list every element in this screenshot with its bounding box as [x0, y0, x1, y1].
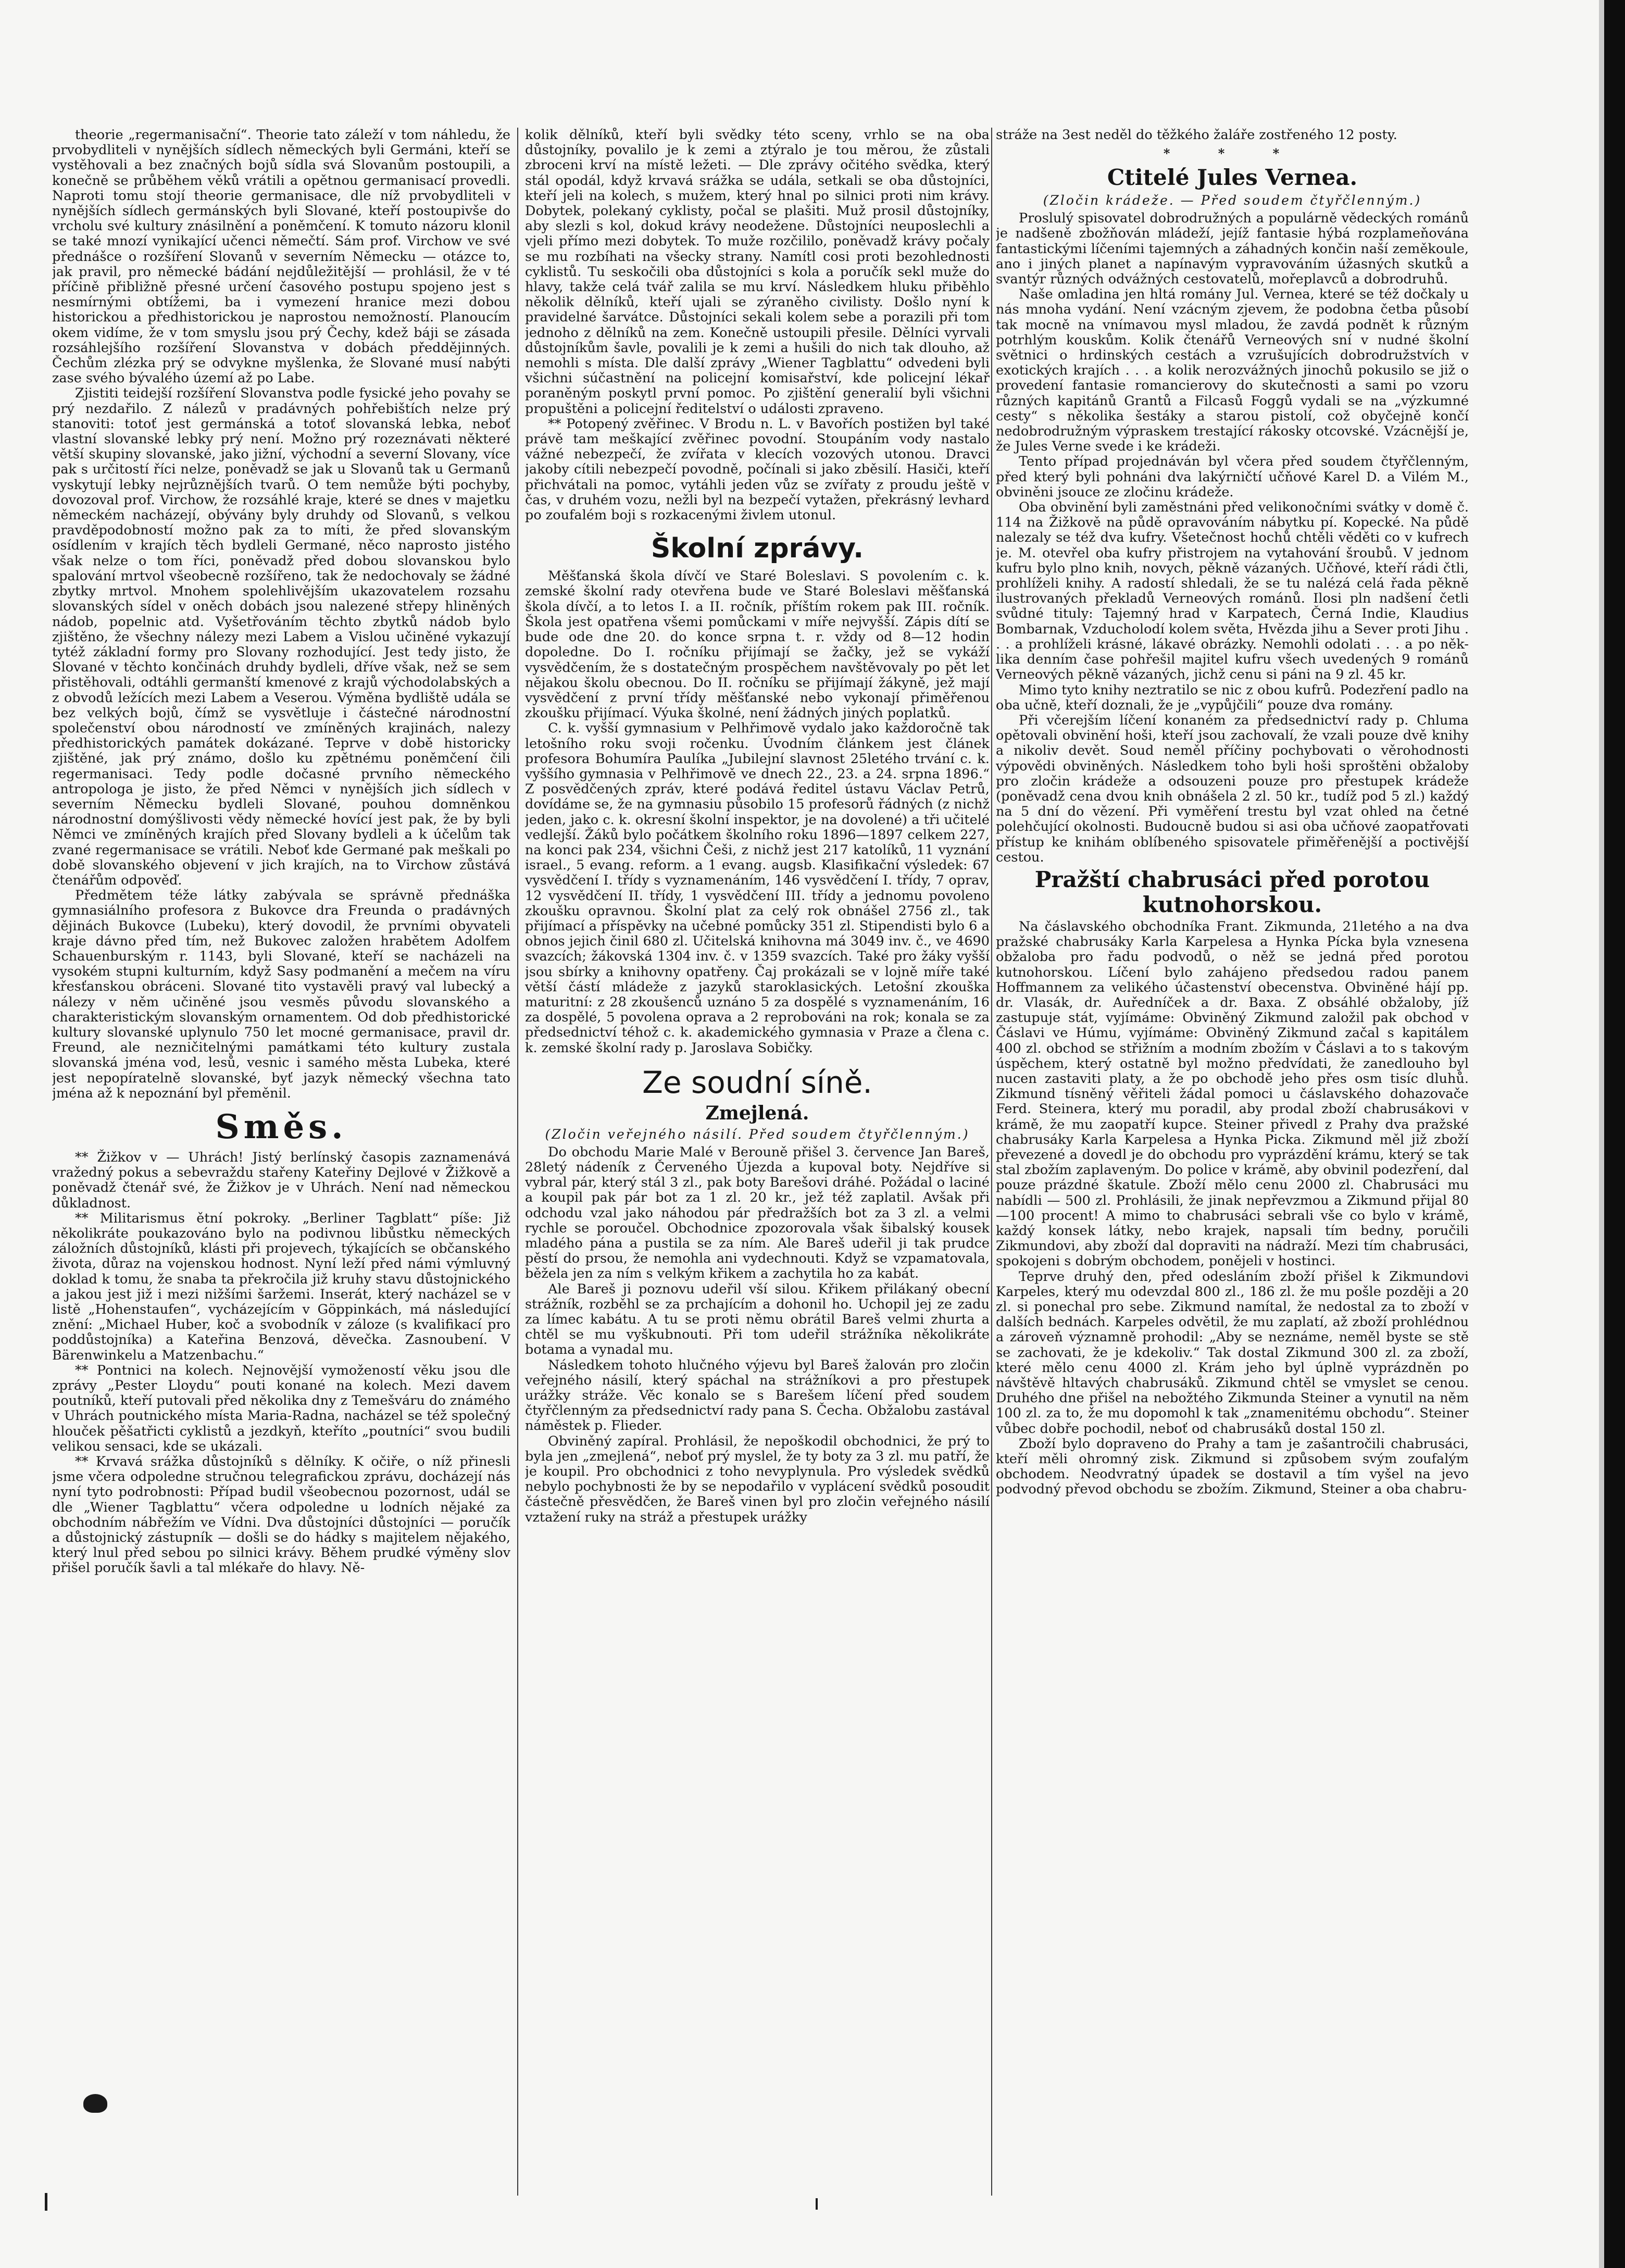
- paragraph: Následkem tohoto hlučného výjevu byl Bareš žalován pro zločin veřejného násilí, který spáchal na strážníkovi a pro přestupek urážky stráže. Věc konalo se s Barešem líčení před soudem čtyřčlenným za předsednictví rady pana S. Čecha. Obžalobu zastával náměstek p. Flieder.: [525, 1357, 990, 1434]
- paragraph: Měšťanská škola dívčí ve Staré Boleslavi. S povolením c. k. zemské školní rady otevřena bude ve Staré Boleslavi měšťanská škola dívčí, a to letos I. a II. ročník, příštím rokem pak III. ročník. Škola jest opatřena všemi pomůckami v míře nejvyšší. Zápis dítí se bude ode dne 20. do konce srpna t. r. vždy od 8—12 hodin dopoledne. Do I. ročníku přijímají se žačky, jež se vykáží vysvědčením, že s dostatečným prospěchem navštěvovaly po pět let nějakou školu obecnou. Do II. ročníku se přijímají žákyně, jež mají vysvědčení z první třídy měšťanské nebo vykonají přiměřenou zkoušku přijímací. Výuka školné, není žádných jiných poplatků.: [525, 568, 990, 721]
- paragraph: Tento případ projednáván byl včera před soudem čtyřčlenným, před který byli pohnáni dva lakýrničtí učňové Karel D. a Vilém M., obviněni jsouce ze zločinu krádeže.: [996, 454, 1469, 500]
- paragraph: Teprve druhý den, před odesláním zboží přišel k Zikmundovi Karpeles, který mu odevzdal 800 zl., 186 zl. že mu pošle později a 20 zl. si ponechal pro sebe. Zikmund namítal, že nedostal za to zboží v dalších bednách. Karpeles odvětil, že mu zaplatí, až zboží prohlédnou a zároveň významně prohodil: „Aby se neznáme, neměl byste se stě se zachovati, že je kdekoliv.“ Tak dostal Zikmund 300 zl. za zboží, které mělo cenu 4000 zl. Krám jeho byl úplně vyprázdněn po návštěvě hltavých chabrusáků. Zikmund chtěl se vmyslet se cenou. Druhého dne přišel na nebožtého Zikmunda Steiner a vynutil na něm 100 zl. za to, že mu dopomohl k tak „znamenitému obchodu“. Steiner vůbec dobře pochodil, neboť od chabrusáků dostal 150 zl.: [996, 1268, 1469, 1437]
- article-title: Ctitelé Jules Vernea.: [1107, 165, 1358, 191]
- paragraph: kolik dělníků, kteří byli svědky této sceny, vrhlo se na oba důstojníky, povalilo je k zemi a ztýralo je tou měrou, že zůstali zbroceni krví na místě ležeti. — Dle zprávy očitého svědka, který stál opodál, když krvavá srážka se udála, setkali se oba důstojníci, kteří jeli na kolech, s mužem, který hnal po silnici proti nim krávy. Dobytek, polekaný cyklisty, počal se plašiti. Muž prosil důstojníky, aby slezli s kol, dokud krávy neodežene. Důstojníci neuposlechli a vjeli přímo mezi dobytek. To muže rozčililo, poněvadž krávy počaly se mu rozbíhati na všecky strany. Namítl cosi proti bezohlednosti cyklistů. Tu seskočili oba důstojníci s kola a poručík sekl muže do hlavy, takže celá tvář zalila se mu krví. Následkem hluku přiběhlo několik dělníků, kteří ujali se zýraněho civilisty. Došlo nyní k pravidelné šarvátce. Důstojníci sekali kolem sebe a porazili při tom jednoho z dělníků na zem. Konečně ustoupili přesile. Dělníci vyrvali důstojníkům šavle, povalili je k zemi a hušili do nich tak dlouho, až nemohli s místa. Dle další zprávy „Wiener Tagblattu“ odvedeni byli všichni súčastnění na policejní komisařství, kde policejní lékař poraněným poskytl první pomoc. Po zjištění generalií byli všichni propuštěni a policejní ředitelství o události zpraveno.: [525, 128, 990, 417]
- paragraph: ** Militarismus ětní pokroky. „Berliner Tagblatt“ píše: Již několikráte poukazováno bylo na podivnou libůstku německých záložních důstojníků, klásti při projevech, týkajících se občanského života, důraz na vojenskou hodnost. Nyní leží před námi výmluvný doklad k tomu, že snaba ta překročila již kruhy stavu důstojnického a jakou jest již i mezi nižšími šaržemi. Inserát, který nacházel se v listě „Hohenstaufen“, vycházejícím v Göppinkách, má následující znění: „Michael Huber, koč a svobodník v záloze (s kvalifikací pro poddůstojníka) a Kateřina Benzová, děvečka. Zasnoubení. V Bärenwinkelu a Matzenbachu.“: [52, 1210, 510, 1363]
- paragraph: ** Potopený zvěřinec. V Brodu n. L. v Bavořích postižen byl také právě tam meškající zvěřinec povodní. Stoupáním vody nastalo vážné nebezpečí, že zvířata v klecích vozových utonou. Dravci jakoby cítili nebezpečí povodně, počínali si jako zběsilí. Hasiči, kteří přichvátali na pomoc, vytáhli jeden vůz se zvířaty z proudu ještě v čas, v druhém vozu, nežli byl na bezpečí vytažen, překrásný levhard po zoufalém boji s rozkacenými živlem utonul.: [525, 416, 990, 524]
- paragraph: Proslulý spisovatel dobrodružných a populárně vědeckých románů je nadšeně zbožňován mládeží, jejíž fantasie hýbá rozplameňována fantastickými líčeními tajemných a záhadných končin naší zeměkoule, ano i jiných planet a napínavým vypravováním úžasných skutků a svantýr různých odvážných cestovatelů, mořeplavců a dobrodruhů.: [996, 210, 1469, 288]
- paragraph: Naše omladina jen hltá romány Jul. Vernea, které se též dočkaly u nás mnoha vydání. Není vzácným zjevem, že podobna četba působí tak mocně na vnímavou mysl mladou, že zavdá podnět k různým potrhlým kouskům. Kolik čtenářů Verneových sní v nudné školní světnici o hrdinských cestách a vzrušujících dobrodružstvích v exotických krajích . . . a kolik nerozvážných jinochů pokusilo se již o provedení fantasie romancierovy do skutečnosti a sami po vzoru různých kapitánů Grantů a Filcasů Foggů vydali se na „výzkumné cesty“ s několika šestáky a starou pistolí, což obyčejně končí nedobrodružným výpraskem trestající rákosky otcovské. Vzácnější je, že Jules Verne svede i ke krádeži.: [996, 286, 1469, 455]
- paragraph: Ale Bareš ji poznovu udeřil vší silou. Křikem přilákaný obecní strážník, rozběhl se za prchajícím a dohonil ho. Uchopil jej ze zadu za límec kabátu. A tu se proti němu obrátil Bareš velmi zhurta a chtěl se mu vyškubnouti. Při tom udeřil strážníka několikráte botama a vynadal mu.: [525, 1281, 990, 1358]
- margin-tick-mark: [816, 2198, 818, 2210]
- article-caption: (Zločin krádeže. — Před soudem čtyřčlenným.): [1043, 193, 1422, 208]
- paragraph: C. k. vyšší gymnasium v Pelhřimově vydalo jako každoročně tak letošního roku svoji ročenku. Úvodním článkem jest článek profesora Bohumíra Paulíka „Jubilejní slavnost 25letého trvání c. k. vyššího gymnasia v Pelhřimově ve dnech 22., 23. a 24. srpna 1896.“ Z posvědčených zpráv, které podává ředitel ústavu Václav Petrů, dovídáme se, že na gymnasiu působilo 15 profesorů řádných (z nichž jeden, jako c. k. okresní školní inspektor, je na dovolené) a tři učitelé vedlejší. Žáků bylo počátkem školního roku 1896—1897 celkem 227, na konci pak 234, všichni Češi, z nichž jest 217 katolíků, 11 vyznání israel., 5 evang. reform. a 1 evang. augsb. Klasifikační výsledek: 67 vysvědčení I. třídy s vyznamenáním, 146 vysvědčení I. třídy, 7 oprav, 12 vysvědčení II. třídy, 1 vysvědčení III. třídy a jednomu povoleno zkoušku opravnou. Školní plat za celý rok obnášel 2756 zl., tak přijímací a příspěvky na učebné pomůcky 351 zl. Stipendisti bylo 6 a obnos jejich činil 680 zl. Učitelská knihovna má 3049 inv. č., ve 4690 svazcích; žákovská 1304 inv. č. v 1359 svazcích. Také pro žáky vyšší jsou sbírky a knihovny opatřeny. Čaj prokázali se v lojně míře také větší částí mládeže z jazyků staroklasických. Letošní zkouška maturitní: z 28 zkoušenců uznáno 5 za dospělé s vyznamenáním, 16 za dospělé, 5 povolena oprava a 2 reprobováni na rok; konala se za předsednictví téhož c. k. akademického gymnasia v Praze a člena c. k. zemské školní rady p. Jaroslava Sobičky.: [525, 720, 990, 1056]
- column-2: [525, 128, 990, 2196]
- paragraph: Do obchodu Marie Malé v Berouně přišel 3. července Jan Bareš, 28letý nádeník z Červeného Újezda a kupoval boty. Nejdříve si vybral pár, který stál 3 zl., pak boty Barešovi dráhé. Požádal o laciné a koupil pak pár bot za 1 zl. 20 kr., jež též zaplatil. Avšak při odchodu vzal jako náhodou pár předražších bot za 3 zl. a velmi rychle se poroučel. Obchodnice zpozorovala však šibalský kousek mladého pána a pustila se za ním. Ale Bareš udeřil ji tak prudce pěstí do prsou, že nemohla ani vydechnouti. Když se vzpamatovala, běžela jen za ním s velkým křikem a zachytila ho za kabát.: [525, 1144, 990, 1282]
- article-caption: (Zločin veřejného násilí. Před soudem čtyřčlenným.): [545, 1126, 970, 1142]
- section-heading: Ze soudní síně.: [642, 1064, 872, 1100]
- paragraph: theorie „regermanisační“. Theorie tato záleží v tom náhledu, že prvobydliteli v nynějších sídlech německých byli Germáni, kteří se vystěhovali a bez značných bojů sídla svá Slovanům postoupili, a konečně se průběhem věků vrátili a opětnou germanisací provedli. Naproti tomu stojí theorie germanisace, dle níž prvobydliteli v nynějších sídlech germánských byli Slované, kteří postoupivše do vrcholu své kultury znásilnění a poněmčení. K tomuto názoru klonil se také mnozí vynikající učenci němečtí. Sám prof. Virchow ve své přednášce o rozšíření Slovanů v severním Německu — otázce to, jak pravil, pro německé bádání nejdůležitější — prohlásil, že v té příčině přibližně přesné určení časového postupu spojeno jest s nesmírnými obtížemi, ba i vymezení hranice mezi dobou historickou a předhistorickou je naprostou nemožností. Planoucím okem vidíme, že v tom smyslu jsou prý Čechy, kdež báji se zásada rozsáhlejšího rozšíření Slovanstva v dobách předdějinných. Čechům zlézka prý se odvykne myšlenka, že Slované musí nabýti zase svého bývalého území až po Labe.: [52, 128, 510, 387]
- section-heading: Směs.: [215, 1107, 347, 1147]
- page-binding-edge: [1604, 0, 1625, 2268]
- paragraph: Obviněný zapíral. Prohlásil, že nepoškodil obchodnici, že prý to byla jen „zmejlená“, neboť prý myslel, že ty boty za 3 zl. mu patří, že je koupil. Pro obchodnici z toho nevyplynula. Pro výsledek svědků nebylo pochybnosti že by se nepodařilo v vyplácení svědků posoudit částečně přesvědčen, že Bareš vinen byl pro zločin veřejného násilí vztažení ruky na stráž a přestupek urážky: [525, 1433, 990, 1525]
- column-rule-2: [991, 128, 992, 2196]
- paragraph: ** Žižkov v — Uhrách! Jistý berlínský časopis zaznamenává vražedný pokus a sebevraždu stařeny Kateřiny Dejlové v Žižkově a poněvadž čtenář své, že Žižkov je v Uhrách. Není nad německou důkladnost.: [52, 1150, 510, 1211]
- paragraph: Oba obvinění byli zaměstnáni před velikonočními svátky v domě č. 114 na Žižkově na půdě opravováním nábytku pí. Kopecké. Na půdě nalezaly se též dva kufry. Všetečnost hochů chtěli věděti co v kufrech je. M. otevřel oba kufry přistrojem na vytahování šroubů. V jednom kufru bylo plno knih, novych, pěkně vázaných. Učňové, kteří rádi čtli, prohlíželi knihy. A radostí shledali, že se tu nalézá celá řada pěkně ilustrovaných překladů Verneových románů. Ilosi pln nadšení četli svůdné tituly: Tajemný hrad v Karpatech, Černá Indie, Klaudius Bombarnak, Vzducholodí kolem světa, Hvězda jihu a Sever proti Jihu . . . a prohlíželi krásné, lákavé obrázky. Nemohli odolati . . . a po něk-lika denním čase pohřešil majitel kufru všech uvedených 9 románů Verneových pěkně vázaných, jichž cenu si páni na 9 zl. 45 kr.: [996, 500, 1469, 683]
- page-edge-shadow: [1599, 0, 1604, 2268]
- column-3: [996, 128, 1469, 2196]
- ink-blot-mark: [83, 2094, 107, 2113]
- column-1: [52, 128, 510, 2196]
- column-rule-1: [517, 128, 518, 2196]
- article-title: Pražští chabrusáci před porotou kutnohorskou.: [1034, 866, 1430, 917]
- section-heading: Školní zprávy.: [651, 533, 864, 565]
- paragraph: Zboží bylo dopraveno do Prahy a tam je zašantročili chabrusáci, kteří měli ohromný zisk. Zikmund si způsobem svým zoufalým obchodem. Neodvratný úpadek se dostavil a tím vyšel na jevo podvodný převod obchodu se zbožím. Zikmund, Steiner a oba chabru-: [996, 1436, 1469, 1498]
- paragraph: Zjistiti teidejší rozšíření Slovanstva podle fysické jeho povahy se prý nezdařilo. Z nálezů v pradávných pohřebištích nelze prý stanoviti: totoť jest germánská a totoť slovanská lebka, neboť vlastní slovanské lebky prý není. Možno prý rozeznávati některé větší skupiny slovanské, jako jižní, východní a severní Slovany, více pak s určitostí říci nelze, poněvadž se jak u Slovanů tak u Germanů vyskytují lebky nejrůznějších tvarů. O tem nemůže býti pochyby, dovozoval prof. Virchow, že rozsáhlé kraje, které se dnes v majetku německém nacházejí, obývány byly druhdy od Slovanů, s velkou pravděpodobností možno pak za to míti, že před slovanským osídlením v krajích těch bydleli Germané, něco naprosto jistého však nelze o tom říci, poněvadž před dobou slovanskou bylo spalování mrtvol všeobecně rozšířeno, tak že nedochovaly se žádné zbytky mrtvol. Mnohem spolehlivějším ukazovatelem rozsahu slovanských sídel v oněch dobách jsou nalezené střepy hliněných nádob, popelnic atd. Vyšetřováním těchto zbytků nádob bylo zjištěno, že všechny nálezy mezi Labem a Vislou učiněné vykazují tytéž základní formy pro Slovany rozhodující. Jest tedy jisto, že Slované v těchto končinách druhdy bydleli, dříve však, než se sem přistěhovali, odtáhli germanští kmenové z krajů východolabských a z obvodů ležících mezi Labem a Veserou. Výměna bydliště udála se bez velkých bojů, čímž se vysvětluje i částečné národnostní společenství obou národností ve zmíněných krajinách, nalezy předhistorických památek dokázané. Teprve v době historicky zjištěné, jak prý známo, došlo ku zpětnému poněmčení čili regermanisaci. Tedy podle dočasné prvního německého antropologa je jisto, že před Němci v nynějších jich sídlech v severním Německu bydleli Slované, pouhou domněnkou národnostní domýšlivosti vědy německé hovící jest pak, že by byli Němci ve zmíněných krajích před Slovany bydleli a k účelům tak zvané regermanisace se vrátili. Neboť kde Germané pak meškali po době slovanského objevení v jich krajích, na to Virchow zůstává čtenářům odpověď.: [52, 385, 510, 888]
- paragraph: Na čáslavského obchodníka Frant. Zikmunda, 21letého a na dva pražské chabrusáky Karla Karpelesa a Hynka Pícka byla vznesena obžaloba pro řadu podvodů, o něž se jedná před porotou kutnohorskou. Líčení bylo zahájeno předsedou radou panem Hoffmannem za velikého účastenství obecenstva. Obviněné hájí pp. dr. Vlasák, dr. Auředníček a dr. Baxa. Z obsáhlé obžaloby, jíž zastupuje stát, vyjímáme: Obviněný Zikmund založil pak obchod v Čáslavi ve Húmu, vyjímáme: Obviněný Zikmund začal s kapitálem 400 zl. obchod se střižním a modním zbožím v Čáslavi a to s takovým úspěchem, který ostatně byl možno předvídati, že zanedlouho byl nucen zastaviti platy, a že po obchodě jeho přes osm tisíc dluhů. Zikmund tísněný věřiteli žádal pomoci u čáslavského dohazovače Ferd. Steinera, který mu poradil, aby prodal zboží chabrusákovi v krámě, že mu zaopatří kupce. Steiner přivedl z Prahy dva pražské chabrusáky Karla Karpelesa a Hynka Picka. Zikmund měl již zboží převezené a dovedl je do obchodu pro vyprázdění krámu, který se tak stal zbožím zaplaveným. Do police v krámě, aby obvinil podezření, dal pouze prázdné škatule. Zboží mělo cenu 2000 zl. Chabrusáci mu nabídli — 500 zl. Prohlásili, že jinak nepřevzmou a Zikmund přijal 80—100 procent! A mimo to chabrusáci sebrali vše co bylo v krámě, každý konsek látky, nebo krajek, napsali tím bedny, poručili Zikmundovi, aby zboží dal dopraviti na nádraží. Mezi tím chabrusáci, spokojeni s dobrým obchodem, ponějeli v hostinci.: [996, 918, 1469, 1269]
- paragraph: stráže na 3est neděl do těžkého žaláře zostřeného 12 posty.: [996, 128, 1397, 143]
- paragraph: Při včerejším líčení konaném za předsednictví rady p. Chluma opětovali obvinění hoši, kteří jsou zachovalí, že vzali pouze dvě knihy a nikoliv devět. Soud neměl příčiny pochybovati o věrohodnosti výpovědi obviněných. Následkem toho byli hoši sproštěni obžaloby pro zločin krádeže a odsouzeni pouze pro přestupek krádeže (poněvadž cena dvou knih obnášela 2 zl. 50 kr., tudíž pod 5 zl.) každý na 5 dní do vězení. Při vyměření trestu byl vzat ohled na četné polehčující okolnosti. Budoucně budou si asi oba učňové zaopatřovati přístup ke knihám oblíbeného spisovatele přiměřenější a poctivější cestou.: [996, 712, 1469, 865]
- margin-tick-mark: [45, 2193, 47, 2211]
- paragraph: ** Pontnici na kolech. Nejnovější vymožeností věku jsou dle zprávy „Pester Lloydu“ pouti konané na kolech. Mezi davem poutníků, kteří putovali před několika dny z Temešváru do známého v Uhrách poutnického místa Maria-Radna, nacházel se též společný hlouček pěšatřicti cyklistů a jezdkyň, kteříto „poutníci“ svou budili velikou sensaci, kde se ukázali.: [52, 1362, 510, 1454]
- paragraph: Mimo tyto knihy neztratilo se nic z obou kufrů. Podezření padlo na oba učně, kteří doznali, že je „vypůjčili“ pouze dva romány.: [996, 682, 1469, 713]
- article-title: Zmejlená.: [705, 1102, 809, 1124]
- paragraph: Předmětem téže látky zabývala se správně přednáška gymnasiálního profesora z Bukovce dra Freunda o pradávných dějinách Bukovce (Lubeku), který dovodil, že prvními obyvateli kraje dávno před tím, než Bukovec založen hrabětem Adolfem Schauenburským r. 1143, byli Slované, kteří se nacházeli na vysokém stupni kulturním, když Sasy podmanění a mečem na víru křesťanskou obráceni. Slované tito vystavěli pravý val lubecký a nálezy v něm učiněné jsou vesměs původu slovanského a charakteristickým slovanským ornamentem. Od dob předhistorické kultury slovanské uplynulo 750 let mocné germanisace, pravil dr. Freund, ale nezničitelnými památkami této kultury zustala slovanská jména vod, lesů, vesnic i samého města Lubeka, které jest nepopíratelně slovanské, byť jazyk německý všechna tato jména až k nepoznání byl přeměnil.: [52, 888, 510, 1101]
- paragraph: ** Krvavá srážka důstojníků s dělníky. K očiře, o níž přinesli jsme včera odpoledne stručnou telegrafickou zprávu, docházejí nás nyní tyto podrobnosti: Případ budil všeobecnou pozornost, udál se dle „Wiener Tagblattu“ včera odpoledne u lodních nějaké za obchodním nábřežím ve Vídni. Dva důstojníci důstojníci — poručík a důstojnický zástupník — došli se do hádky s majitelem nějakého, který lnul před sebou po silnici krávy. Během prudké výměny slov přišel poručík šavli a tal mlékaře do hlavy. Ně-: [52, 1454, 510, 1576]
- section-separator: * * *: [1163, 146, 1302, 161]
